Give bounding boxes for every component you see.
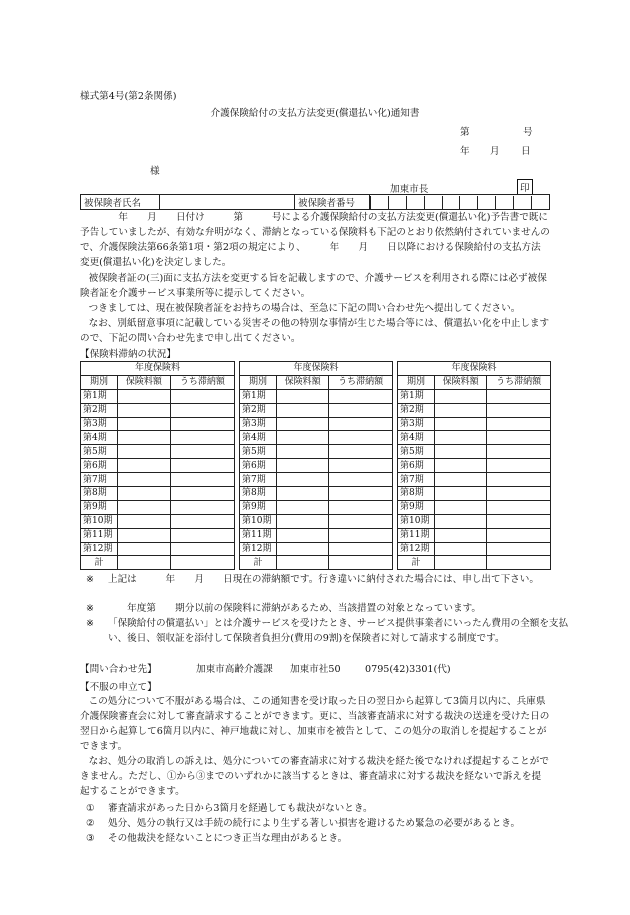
appeal-item-1: ① 審査請求があった日から3箇月を経過しても裁決がないとき。 [86, 803, 373, 814]
body-paragraph-4: なお、別紙留意事項に記載している災害その他の特別な事情が生じた場合等には、償還払い化を中止しますので、下記の問い合わせ先まで申し出てください。 [80, 318, 550, 344]
contact-phone: 0795(42)3301(代) [365, 664, 451, 675]
table-row: 第7期 [240, 473, 393, 487]
table-row: 第9期 [240, 500, 393, 514]
col-period: 期別 [81, 375, 118, 389]
table-row: 第8期 [81, 487, 235, 501]
table-row: 第12期 [81, 542, 235, 556]
date-month-label: 月 [490, 146, 500, 157]
total-row: 計 [240, 556, 393, 570]
seal-mark: 印 [517, 179, 533, 195]
table-row: 第1期 [240, 389, 393, 403]
insured-name-field[interactable] [160, 195, 295, 210]
appeal-item-3: ③ その他裁決を経ないことにつき正当な理由があるとき。 [86, 833, 348, 844]
appeal-paragraph-1: この処分について不服がある場合は、この通知書を受け取った日の翌日から起算して3箇月以内に、兵庫県介護保険審査会に対して審査請求することができます。更に、当該審査請求に対する裁決の送達を受けた日の翌日から起算して6箇月以内に、神戸地裁に対し、加東市を被告として、この処分の取消しを提起することができます。 [80, 696, 550, 752]
table-row: 第5期 [398, 445, 551, 459]
arrears-table-3 [397, 361, 551, 570]
table-row: 第6期 [240, 459, 393, 473]
number-dai: 第 [460, 127, 470, 138]
table-row: 第1期 [81, 389, 235, 403]
arrears-heading: 【保険料滞納の状況】 [80, 349, 176, 360]
total-row: 計 [398, 556, 551, 570]
appeal-paragraph-2: なお、処分の取消しの訴えは、処分についての審査請求に対する裁決を経た後でなければ提起することができません。ただし、①から③までのいずれかに該当するときは、審査請求に対する裁決を経ないで訴えを提起することができます。 [80, 756, 549, 797]
table-row: 第4期 [240, 431, 393, 445]
issuer-name: 加東市長 [390, 184, 429, 195]
table-row: 第9期 [81, 500, 235, 514]
col-premium: 保険料額 [118, 375, 171, 389]
appeal-item-2: ② 処分、処分の執行又は手続の続行により生ずる著しい損害を避けるため緊急の必要があるとき。 [86, 818, 521, 829]
table-row: 第11期 [398, 528, 551, 542]
table-row: 第11期 [240, 528, 393, 542]
insured-number-field[interactable] [370, 195, 550, 210]
table-row: 第10期 [398, 514, 551, 528]
document-title: 介護保険給付の支払方法変更(償還払い化)通知書 [210, 108, 420, 119]
arrears-table-1 [80, 361, 235, 570]
date-year-label: 年 [460, 146, 470, 157]
col-premium: 保険料額 [277, 375, 329, 389]
table-row: 第7期 [81, 473, 235, 487]
year-header: 年度保険料 [240, 362, 393, 376]
table-row: 第4期 [81, 431, 235, 445]
col-period: 期別 [240, 375, 277, 389]
insured-name-label: 被保険者氏名 [81, 195, 160, 210]
arrears-table-2 [239, 361, 393, 570]
body-paragraph-3: つきましては、現在被保険者証をお持ちの場合は、至急に下記の問い合わせ先へ提出してください。 [88, 303, 521, 314]
number-go: 号 [523, 127, 533, 138]
table-row: 第6期 [398, 459, 551, 473]
note-1: ※ 上記は 年 月 日現在の滞納額です。行き違いに納付された場合には、申し出て下さい。 [86, 574, 539, 585]
col-arrears: うち滞納額 [329, 375, 393, 389]
addressee-suffix: 様 [150, 166, 160, 177]
col-arrears: うち滞納額 [487, 375, 551, 389]
note-2: ※ 年度第 期分以前の保険料に滞納があるため、当該措置の対象となっています。 [86, 603, 482, 614]
table-row: 第10期 [81, 514, 235, 528]
contact-label: 【問い合わせ先】 [80, 664, 157, 675]
table-row: 第12期 [398, 542, 551, 556]
table-row: 第8期 [398, 487, 551, 501]
table-row: 第1期 [398, 389, 551, 403]
table-row: 第10期 [240, 514, 393, 528]
col-premium: 保険料額 [435, 375, 487, 389]
year-header: 年度保険料 [81, 362, 235, 376]
appeal-heading: 【不服の申立て】 [80, 682, 157, 693]
contact-department: 加東市高齢介護課 [196, 664, 273, 675]
table-row: 第3期 [81, 417, 235, 431]
table-row: 第2期 [240, 403, 393, 417]
body-paragraph-1: 年 月 日付け 第 号による介護保険給付の支払方法変更(償還払い化)予告書で既に予告していましたが、有効な弁明がなく、滞納となっている保険料も下記のとおり依然納付されていませんので、介護保険法第66条第1項・第2項の規定により、 年 月 日以降における保険給付の支払方法変更(償還払い化)を決定しました。 [80, 212, 550, 268]
table-row: 第7期 [398, 473, 551, 487]
insured-info-table [80, 194, 550, 210]
note-3: ※ 「保険給付の償還払い」とは介護サービスを受けたとき、サービス提供事業者にいったん費用の全額を支払い、後日、領収証を添付して保険者負担分(費用の9割)を保険者に対して請求する制度です。 [86, 618, 569, 644]
table-row: 第8期 [240, 487, 393, 501]
table-row: 第6期 [81, 459, 235, 473]
date-day-label: 日 [521, 146, 531, 157]
table-row: 第2期 [81, 403, 235, 417]
form-number: 様式第4号(第2条関係) [80, 91, 177, 102]
table-row: 第12期 [240, 542, 393, 556]
table-row: 第3期 [398, 417, 551, 431]
year-header: 年度保険料 [398, 362, 551, 376]
insured-number-label: 被保険者番号 [295, 195, 370, 210]
table-row: 第9期 [398, 500, 551, 514]
col-period: 期別 [398, 375, 435, 389]
total-row: 計 [81, 556, 235, 570]
table-row: 第5期 [240, 445, 393, 459]
col-arrears: うち滞納額 [170, 375, 234, 389]
body-paragraph-2: 被保険者証の(三)面に支払方法を変更する旨を記載しますので、介護サービスを利用される際には必ず被保険者証を介護サービス事業所等に提示してください。 [80, 273, 547, 299]
table-row: 第3期 [240, 417, 393, 431]
table-row: 第5期 [81, 445, 235, 459]
table-row: 第2期 [398, 403, 551, 417]
contact-address: 加東市社50 [290, 664, 341, 675]
table-row: 第4期 [398, 431, 551, 445]
table-row: 第11期 [81, 528, 235, 542]
